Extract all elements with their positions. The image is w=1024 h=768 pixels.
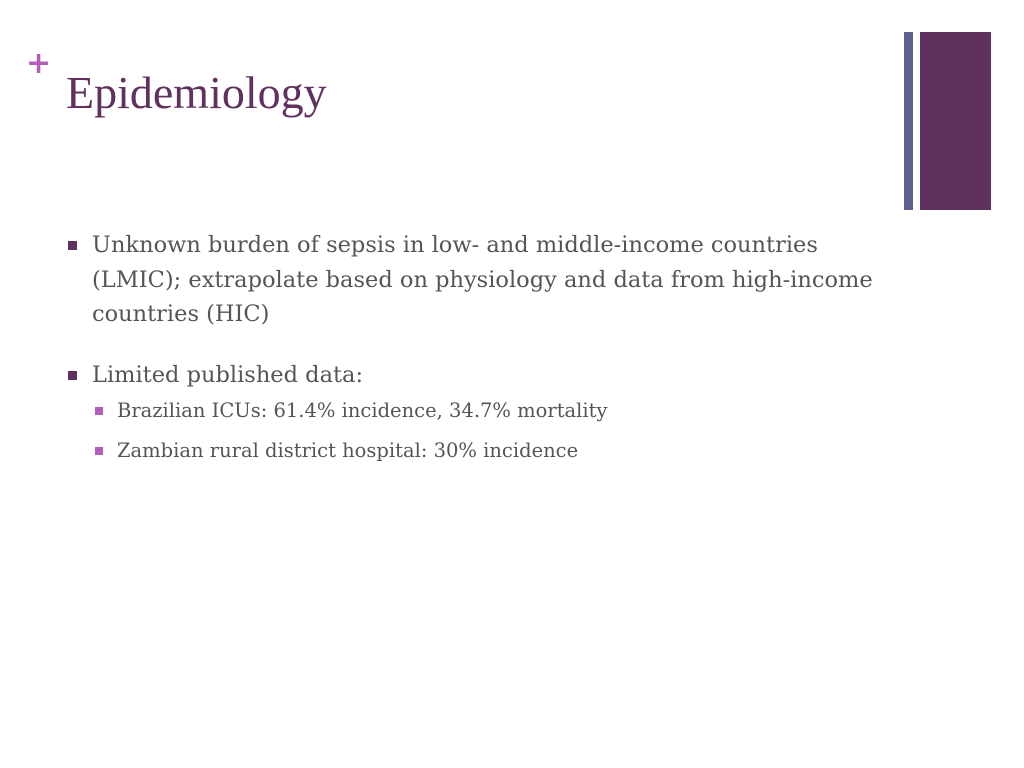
square-bullet-icon — [95, 407, 103, 415]
square-bullet-icon — [95, 447, 103, 455]
slide-title: Epidemiology — [66, 67, 327, 118]
sub-bullet-list — [68, 398, 888, 464]
bullet-item — [68, 228, 888, 332]
sub-bullet-item — [68, 438, 888, 464]
bullet-item — [68, 358, 888, 393]
accent-bar-wide — [920, 32, 991, 210]
bullet-list — [68, 228, 888, 478]
sub-bullet-text: Brazilian ICUs: 61.4% incidence, 34.7% mortality — [117, 399, 608, 422]
sub-bullet-item — [68, 398, 888, 424]
plus-icon: + — [26, 46, 52, 81]
bullet-text: Unknown burden of sepsis in low- and middle-income countries (LMIC); extrapolate based on physiology and data from high-income countries (HIC) — [92, 232, 873, 327]
bullet-text: Limited published data: — [92, 361, 364, 388]
accent-bar-thin — [904, 32, 913, 210]
sub-bullet-text: Zambian rural district hospital: 30% incidence — [117, 439, 579, 462]
square-bullet-icon — [68, 241, 77, 250]
square-bullet-icon — [68, 371, 77, 380]
